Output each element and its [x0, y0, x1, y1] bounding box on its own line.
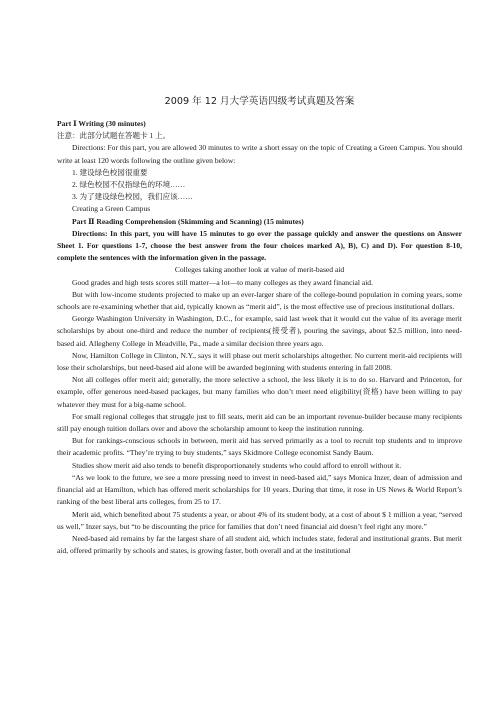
document-title: 2009 年 12 月大学英语四级考试真题及答案	[164, 96, 355, 107]
passage-paragraph: For small regional colleges that struggle just to fill seats, merit aid can be an important revenue-builder because many recipients still pay enough tuition dollars over and above the scholarship amount to keep the institution running.	[57, 411, 462, 434]
passage-paragraph: Need-based aid remains by far the largest share of all student aid, which includes state, federal and institutional grants. But merit aid, offered primarily by schools and states, is growing faster, both overall and at the institutional	[57, 533, 462, 556]
outline-item: 3. 为了建设绿色校园，我们应该……	[72, 192, 193, 202]
passage-paragraph: Now, Hamilton College in Clinton, N.Y., says it will phase out merit scholarships altogether. No current merit-aid recipients will lose their scholarships, but need-based aid alone will be awarded beginning with students entering in fall 2008.	[57, 350, 462, 373]
passage-paragraph: But for rankings-conscious schools in between, merit aid has served primarily as a tool to recruit top students and to improve their academic profits. “They’re trying to buy students,” says Skidmore College economist Sandy Baum.	[57, 436, 462, 458]
part1-note: 注意：此部分试题在答题卡 1 上。	[57, 131, 171, 141]
passage-paragraph: Not all colleges offer merit aid; generally, the more selective a school, the less likely it is to do so. Harvard and Princeton, for example, offer generous need-based packages, but many families who don’t meet need eligibility(资格) have been willing to pay whatever they must for a big-name school.	[57, 375, 462, 409]
passage-paragraph: Studies show merit aid also tends to benefit disproportionately students who could afford to enroll without it.	[72, 460, 402, 470]
passage-title: Colleges taking another look at value of merit-based aid	[174, 265, 345, 275]
passage-paragraph: George Washington University in Washington, D.C., for example, said last week that it would cut the value of its average merit scholarships by about one-third and reduce the number of recipients(接受者), pouring the savings, about $2.5 million, into need-based aid. Allegheny College in Meadville, Pa., made a similar decision three years ago.	[57, 314, 462, 348]
passage-paragraph: “As we look to the future, we see a more pressing need to invest in need-based aid,” says Monica Inzer, dean of admission and financial aid at Hamilton, which has offered merit scholarships for 10 years. During that time, it rose in US News & World Report’s ranking of the best liberal arts colleges, from 25 to 17.	[57, 472, 462, 507]
passage-paragraph: But with low-income students projected to make up an ever-larger share of the college-bound population in coming years, some schools are re-examining whether that aid, typically known as “merit aid”, is the most effective use of precious institutional dollars.	[57, 289, 462, 312]
part1-directions: Directions: For this part, you are allowed 30 minutes to write a short essay on the topic of Creating a Green Campus. You should write at least 120 words following the outline given below:	[57, 143, 462, 165]
part2-directions: Directions: In this part, you will have 15 minutes to go over the passage quickly and answer the questions on Answer Sheet 1. For questions 1-7, choose the best answer from the four choices marked A), B), C) and D). For question 8-10, complete the sentences with the information given in the passage.	[57, 228, 462, 263]
part2-heading: Part Ⅱ Reading Comprehension (Skimming and Scanning) (15 minutes)	[72, 216, 304, 226]
outline-item: 2. 绿色校园不仅指绿色的环境……	[72, 180, 186, 190]
passage-paragraph: Good grades and high tests scores still matter—a lot—to many colleges as they award financial aid.	[72, 277, 373, 287]
outline-item: 1. 建设绿色校园很重要	[72, 167, 148, 177]
passage-paragraph: Merit aid, which benefited about 75 students a year, or about 4% of its student body, at a cost of about $ 1 million a year, “served us well,” Inzer says, but “to be discounting the price for families that don’t need financial aid doesn’t feel right any more.”	[57, 509, 462, 531]
essay-title: Creating a Green Campus	[72, 204, 151, 214]
part1-heading: Part Ⅰ Writing (30 minutes)	[57, 119, 146, 128]
